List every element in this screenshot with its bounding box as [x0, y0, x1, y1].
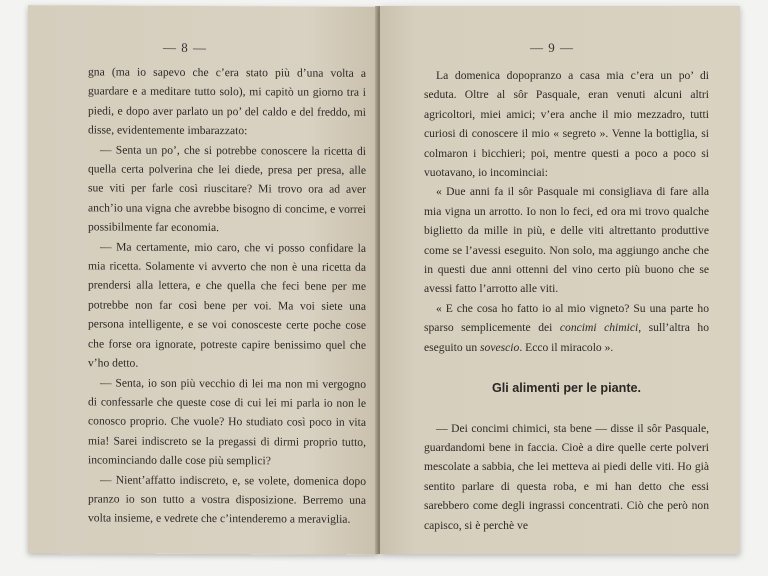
page-number: — 8 —	[163, 39, 207, 56]
emphasis-text: concimi chimici	[559, 321, 639, 335]
left-page	[28, 5, 378, 555]
paragraph: — Senta, io son più vecchio di lei ma non mi vergogno di confessarle che queste cose di cui lei mi parla io non le conosco proprio. Che vuole? Ho studiato così poco in vita mia! Sarei indiscreto se la pregassi di dirmi proprio tutto, incominciando dalle cose più semplici?	[88, 375, 366, 468]
left-page-text	[88, 62, 366, 529]
paragraph	[424, 299, 709, 357]
right-page	[380, 6, 740, 554]
paragraph: — Ma certamente, mio caro, che vi posso confidare la mia ricetta. Solamente vi avverto che non è una ricetta da prendersi alla lettera, e che quella che feci bene per me potrebbe non far così bene per voi. Ma voi siete una persona intelligente, e se voi conosceste certe poche cose che forse ora ignorate, potreste capire benissimo quel che v’ho detto.	[88, 240, 366, 370]
emphasis-text: sovescio	[480, 340, 520, 354]
paragraph: — Dei concimi chimici, sta bene — disse il sôr Pasquale, guardandomi bene in faccia. Cioè a dire quelle certe polveri mescolate a sabbia, che lei metteva ai piedi delle viti. Ho già sentito parlare di questa roba, e mi han detto che essi sarebbero come degli ingrassi concentrati. Ciò che però non capisco, si è perchè ve	[424, 421, 709, 532]
paragraph: « Due anni fa il sôr Pasquale mi consigliava di fare alla mia vigna un arrotto. Io non lo feci, ed ora mi trovo qualche biglietto da mille in più, e delle viti altrettanto produttive come se l’avessi eseguito. Non solo, ma aggiungo anche che in questi due anni ottenni del vino certo più buono che se avessi fatto l’arrotto alle viti.	[424, 185, 709, 296]
paragraph: — Senta un po’, che si potrebbe conoscere la ricetta di quella certa polverina che lei diede, presa per presa, alle sue viti per farle così riuscitare? Mi trovo ora ad aver anch’io una vigna che avrebbe bisogno di concime, e vorrei possibilmente far economia.	[88, 143, 366, 235]
right-page-text	[424, 66, 709, 535]
page-number: — 9 —	[530, 40, 574, 55]
text-run: « E che cosa ho fatto io al mio vigneto? Su una parte ho sparso semplicemente dei	[424, 301, 709, 335]
paragraph: — Nient’affatto indiscreto, e, se volete, domenica dopo pranzo io son tutto a vostra disposizione. Berremo una volta insieme, e vedrete che c’intenderemo a meraviglia.	[88, 472, 366, 527]
paragraph: La domenica dopopranzo a casa mia c’era un po’ di seduta. Oltre al sôr Pasquale, eran venuti alcuni altri agricoltori, miei amici; v’era anche il mio mezzadro, tutti curiosi di conoscere il mio « segreto ». Venne la bottiglia, si colmaron i bicchieri; poi, mentre questi a poco a poco si vuotavano, io incominciai:	[424, 69, 709, 180]
text-run: . Ecco il miracolo ».	[519, 340, 614, 354]
open-booklet	[28, 6, 740, 554]
paragraph: gna (ma io sapevo che c’era stato più d’una volta a guardare e a meditare tutto solo), mi capitò un giorno tra i piedi, e dopo aver parlato un po’ del caldo e del freddo, mi disse, evidentemente imbarazzato:	[88, 65, 366, 138]
text-run: , sull’altra ho eseguito un	[424, 321, 709, 354]
section-heading: Gli alimenti per le piante.	[491, 381, 642, 396]
